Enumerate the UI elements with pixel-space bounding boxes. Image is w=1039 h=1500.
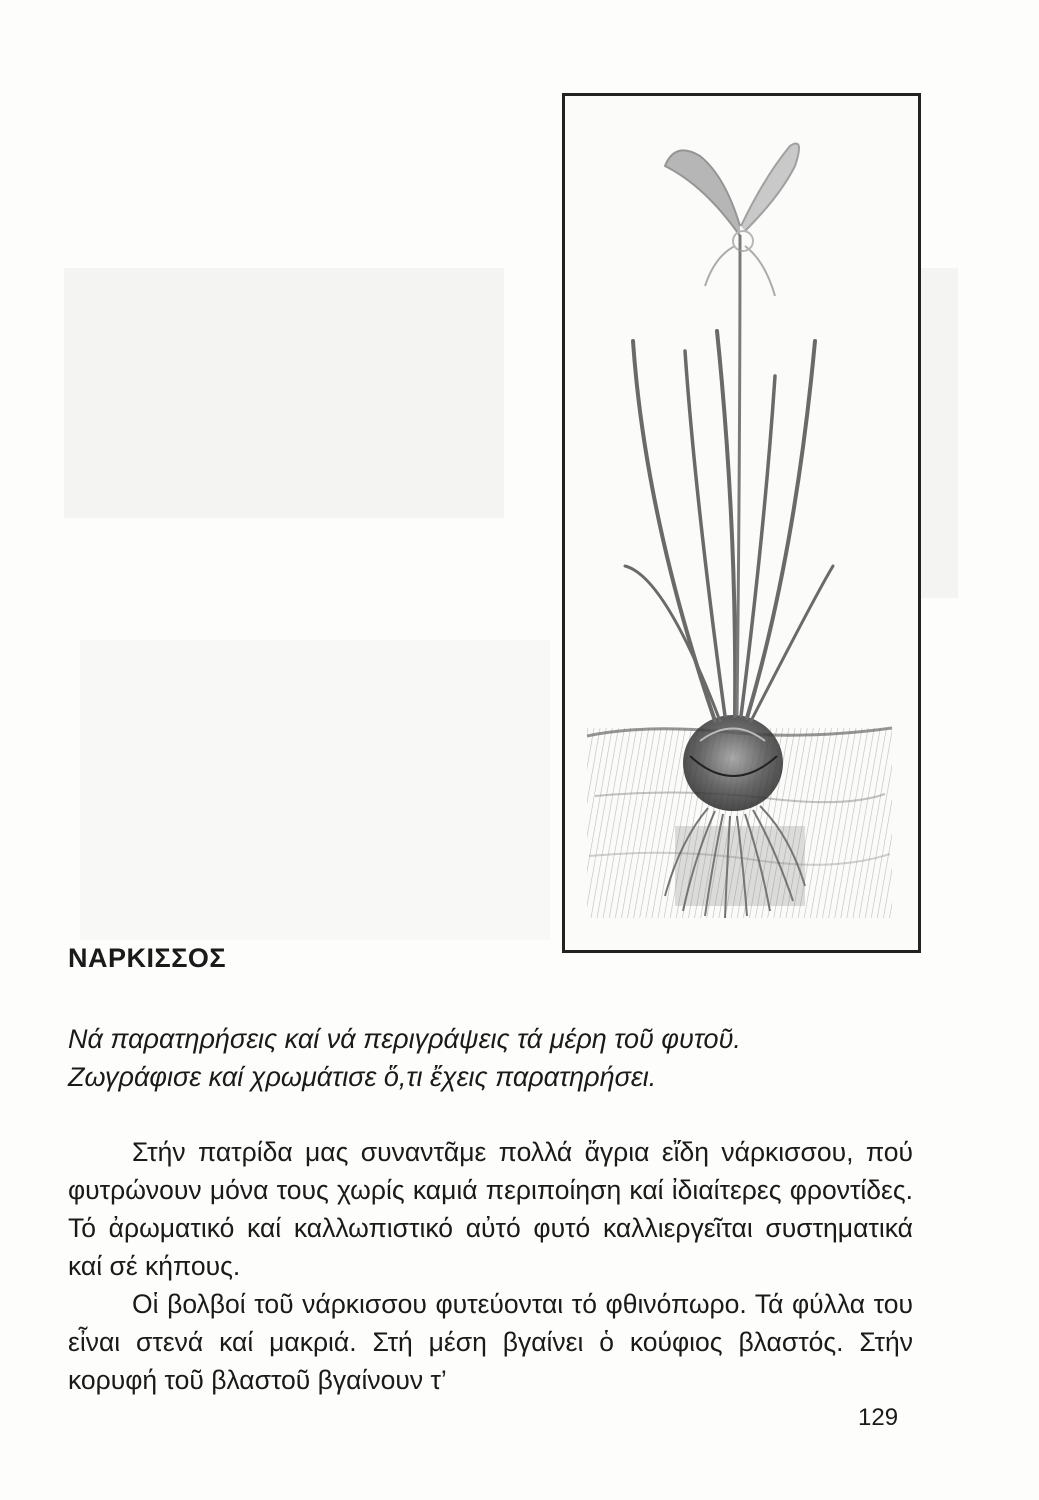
body-text (68, 1133, 913, 1399)
page-heading: ΝΑΡΚΙΣΣΟΣ (68, 943, 227, 973)
paragraph: Στήν πατρίδα μας συναντᾶμε πολλά ἄγρια εἴδη νάρκισσου, πού φυτρώνουν μόνα τους χωρίς καμιά περιποίηση καί ἰδιαίτερες φροντίδες. Τό ἀρωματικό καί καλλωπιστικό αὐτό φυτό καλλιεργεῖται συστηματικά καί σέ κήπους. (68, 1137, 913, 1281)
bleed-through-lower (80, 640, 550, 940)
instructions (68, 1020, 928, 1096)
page-number: 129 (858, 1404, 899, 1431)
bleed-through-left (64, 268, 504, 518)
instruction-line: Ζωγράφισε καί χρωμάτισε ὅ,τι ἔχεις παρατηρήσει. (68, 1062, 657, 1092)
narcissus-plant-drawing-icon (565, 96, 918, 950)
instruction-line: Νά παρατηρήσεις καί νά περιγράψεις τά μέρη τοῦ φυτοῦ. (68, 1024, 741, 1054)
paragraph: Οἱ βολβοί τοῦ νάρκισσου φυτεύονται τό φθινόπωρο. Τά φύλλα του εἶναι στενά καί μακριά. Στή μέση βγαίνει ὁ κούφιος βλαστός. Στήν κορυφή τοῦ βλαστοῦ βγαίνουν τ’ (68, 1289, 913, 1395)
bleed-through-right (918, 268, 958, 598)
flower (665, 144, 799, 297)
leaves (625, 236, 833, 721)
narcissus-illustration (562, 93, 921, 953)
